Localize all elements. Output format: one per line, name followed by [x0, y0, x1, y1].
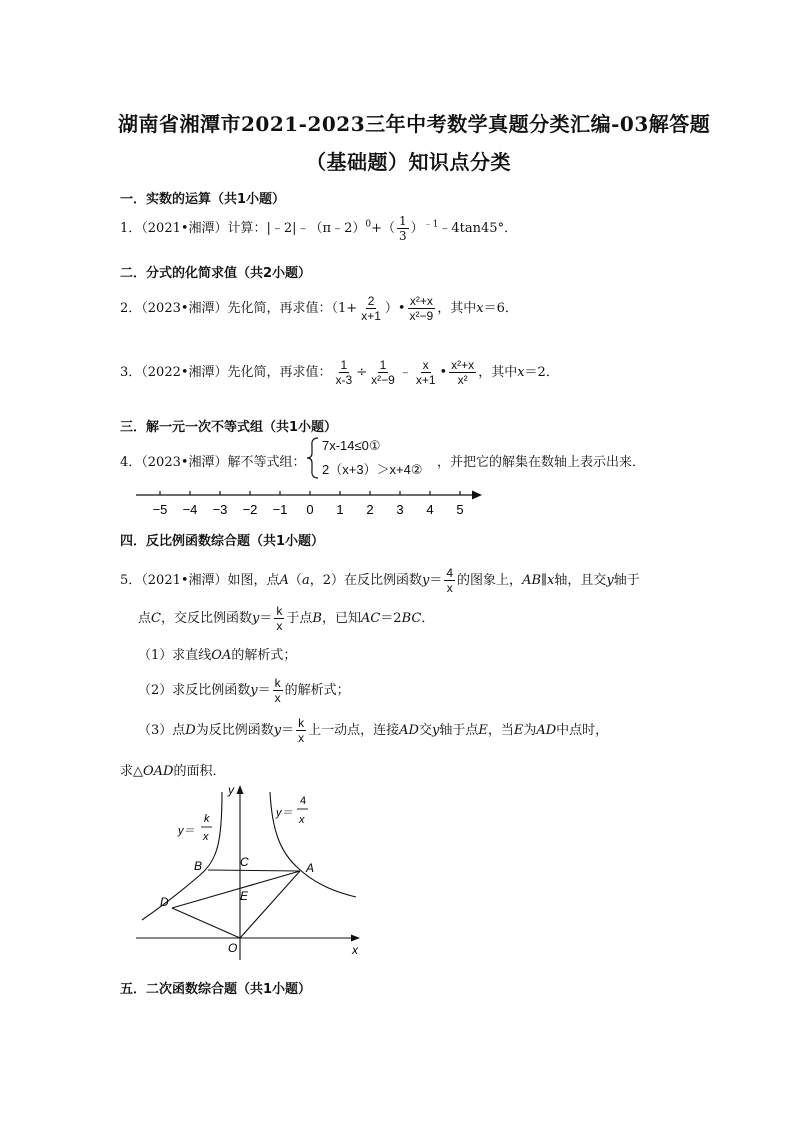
number-line-label: 1 — [336, 502, 344, 517]
curve-left-den: x — [203, 831, 209, 843]
number-line-label: −1 — [272, 502, 288, 517]
question-5-line-1: 5．（2021•湘潭）如图，点A（a，2）在反比例函数y＝ $\frac{4}{x}$ 的图象上，AB∥x轴，且交y轴于 — [120, 566, 640, 595]
inequality-2: 2（x+3）＞x+4② — [322, 462, 423, 477]
question-1: 1．（2021•湘潭）计算：|﹣2|﹣（π﹣2）$^0$+（ $\frac{1}{3}$ ）$^{﹣1}$﹣4tan45°． — [120, 214, 518, 243]
curve-left-label: y＝ — [178, 825, 195, 837]
segment-ba — [208, 870, 300, 871]
segment-oa — [240, 871, 300, 938]
question-5-sub-2: （2）求反比例函数y＝ $\frac{k}{x}$ 的解析式； — [138, 676, 350, 705]
number-line-label: 5 — [456, 502, 464, 517]
number-line — [130, 486, 490, 520]
question-5-sub-3-line-2: 求△OAD的面积． — [120, 764, 226, 779]
inequality-1: 7x-14≤0① — [322, 438, 381, 453]
section-heading-4: 四．反比例函数综合题（共1小题） — [120, 534, 325, 549]
question-3: 3．（2022•湘潭）先化简，再求值： $\frac{1}{x-3}$ ÷ $\frac{1}{\text{x²−9}}$ ﹣ $\frac{x}{x+1}$ • $\frac{\text{x²+x}}{\text{x²}}$ ，其中x＝2． — [120, 358, 559, 387]
number-line-label: 2 — [366, 502, 374, 517]
question-5-line-2: 点C，交反比例函数y＝ $\frac{k}{x}$ 于点B，已知AC＝2BC． — [138, 604, 435, 633]
number-line-label: −2 — [242, 502, 258, 517]
label-y: y — [228, 783, 234, 797]
question-5-sub-3: （3）点D为反比例函数y＝ $\frac{k}{x}$ 上一动点，连接AD交y轴于点E，当E为AD中点时， — [138, 716, 609, 745]
segment-do — [172, 908, 240, 938]
curve-left — [142, 792, 222, 920]
label-x: x — [352, 943, 358, 957]
question-5-sub-1: （1）求直线OA的解析式； — [138, 648, 297, 663]
number-line-label: −5 — [152, 502, 168, 517]
section-heading-3: 三．解一元一次不等式组（共1小题） — [120, 420, 338, 435]
number-line-label: 4 — [426, 502, 434, 517]
section-heading-5: 五．二次函数综合题（共1小题） — [120, 982, 312, 997]
question-4: 4．（2023•湘潭）解不等式组： — [120, 455, 306, 470]
number-line-label: 0 — [306, 502, 314, 517]
curve-right-den: x — [299, 814, 305, 826]
geometry-figure — [130, 780, 370, 962]
curve-left-num: k — [204, 813, 210, 825]
label-d: D — [160, 895, 169, 909]
curve-right-num: 4 — [300, 795, 307, 807]
page-subtitle: （基础题）知识点分类 — [306, 150, 511, 174]
label-b: B — [194, 859, 203, 873]
brace-icon — [306, 436, 320, 480]
section-heading-1: 一．实数的运算（共1小题） — [120, 192, 286, 207]
section-heading-2: 二．分式的化简求值（共2小题） — [120, 266, 312, 281]
number-line-label: 3 — [396, 502, 404, 517]
label-a: A — [306, 861, 315, 875]
number-line-label: −3 — [212, 502, 228, 517]
question-4-tail: ，并把它的解集在数轴上表示出来． — [437, 455, 646, 470]
curve-right-label: y＝ — [276, 807, 293, 819]
label-e: E — [240, 889, 249, 903]
label-o: O — [228, 941, 238, 955]
question-2: 2．（2023•湘潭）先化简，再求值：（1+ $\frac{2}{x+1}$ ）• $\frac{\text{x²+x}}{\text{x²−9}}$ ，其中x＝6． — [120, 294, 518, 323]
label-c: C — [240, 855, 249, 869]
segment-da — [172, 871, 300, 908]
page-title: 湖南省湘潭市2021-2023三年中考数学真题分类汇编-03解答题 — [118, 112, 711, 136]
number-line-label: −4 — [182, 502, 198, 517]
